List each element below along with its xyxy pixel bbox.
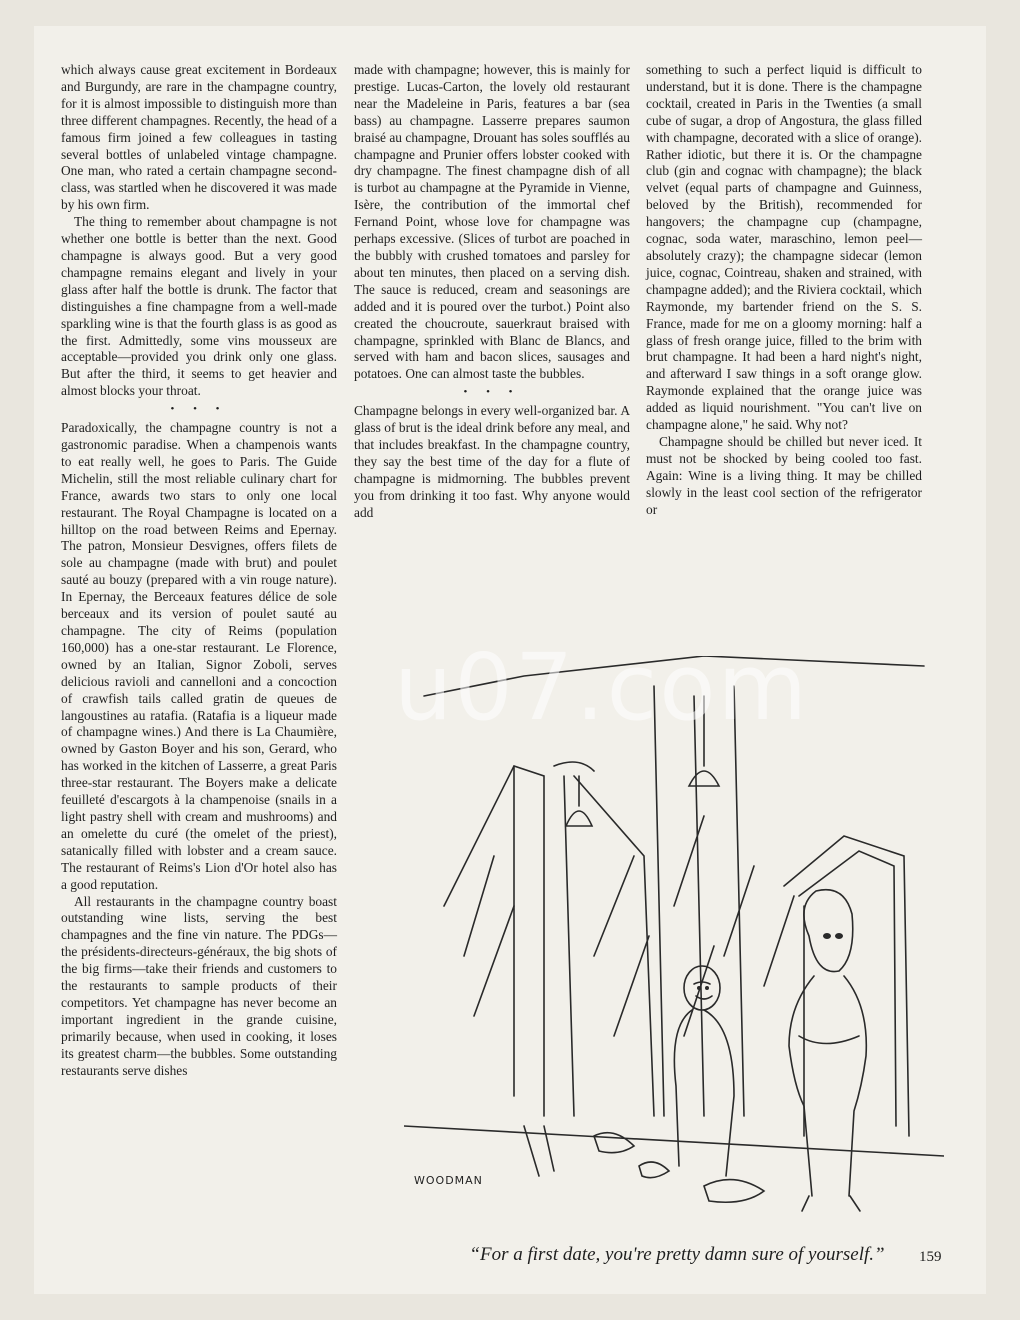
paragraph: made with champagne; however, this is mainly for prestige. Lucas-Carton, the lovely old restaurant near the Madeleine in Paris, features a bar (sea bass) au champagne. Lasserre prepares saumon braisé au champagne, Drouant has soles soufflés au champagne and Prunier offers lobster cooked with dry champagne. The finest champagne dish of all is turbot au champagne at the Pyramide in Vienne, Isère, the contribution of the immortal chef Fernand Point, whose love for champagne was perhaps excessive. (Slices of turbot are poached in the bubbly with crushed tomatoes and parsley for about ten minutes, then placed on a serving dish. The sauce is reduced, cream and seasonings are added and it is poured over the turbot.) Point also created the choucroute, sauerkraut braised with champagne, sprinkled with Blanc de Blancs, and served with ham and bacon slices, sausages and potatoes. One can almost taste the bubbles. — [354, 62, 630, 382]
watermark: u07.com — [394, 634, 810, 741]
column-2 — [354, 62, 630, 522]
paragraph: All restaurants in the champagne country boast outstanding wine lists, serving the best champagnes and the fine vin nature. The PDGs—the présidents-directeurs-généraux, the big shots of the big firms—take their friends and customers to the restaurants to sample products of their competitors. Yet champagne has never become an important ingredient in the grande cuisine, primarily because, when used in cooking, it loses its greatest charm—the bubbles. Some outstanding restaurants serve dishes — [61, 893, 337, 1078]
cartoon-caption: “For a first date, you're pretty damn sure of yourself.” — [469, 1244, 885, 1265]
paragraph: The thing to remember about champagne is not whether one bottle is better than the next. Good champagne is always good. But a very good champagne remains elegant and lively in your glass after half the bottle is drunk. The factor that distinguishes a fine champagne from a well-made sparkling wine is that the fourth glass is as good as the first. Admittedly, some vins mousseux are acceptable—provided you drink only one glass. But after the third, it seems to get heavier and almost blocks your throat. — [61, 214, 337, 399]
paragraph: Paradoxically, the champagne country is not a gastronomic paradise. When a champenois wants to eat really well, he goes to Paris. The Guide Michelin, still the most reliable culinary chart for France, awards two stars to only one local restaurant. The Royal Champagne is located on a hilltop on the road between Reims and Epernay. The patron, Monsieur Desvignes, offers filets de sole au champagne (made with brut) and poulet sauté au bouzy (prepared with a vin rouge nature). In Epernay, the Berceaux features délice de sole berceaux and its version of poulet sauté au champagne. The city of Reims (population 160,000) has a one-star restaurant. Le Florence, owned by an Italian, Signor Zoboli, serves delicious ravioli and cannelloni and a concoction of crawfish tails called gratin de queues de langoustines au ratafia. (Ratafia is a liqueur made of champagne wines.) And there is La Chaumière, owned by Gaston Boyer and his son, Gerard, who has worked in the kitchen of Lasserre, a great Paris three-star restaurant. The Boyers make a delicate feuilleté d'escargots à la champenoise (snails in a light pastry shell with cream and mushrooms) and an omelette du curé (the omelet of the priest), satanically filled with lobster and a cream sauce. The restaurant of Reims's Lion d'Or hotel also has a good reputation. — [61, 420, 337, 892]
paragraph: something to such a perfect liquid is difficult to understand, but it is done. There is the champagne cocktail, created in Paris in the Twenties (a small cube of sugar, a drop of Angostura, the glass filled with champagne, decorated with a slice of orange). Rather idiotic, but there it is. Or the champagne club (gin and cognac with champagne); the black velvet (equal parts of champagne and Guinness, beloved by the British), recommended for hangovers; the champagne cup (champagne, cognac, soda water, maraschino, lemon peel—absolutely crazy); the champagne sidecar (lemon juice, cognac, Cointreau, shaken and strained, with champagne added); and the Riviera cocktail, which Raymonde, my bartender friend on the S. S. France, made for me on a gloomy morning: half a glass of fresh orange juice, filled to the brim with brut champagne. It had been a hard night's night, and afterward I saw things in a soft orange glow. Raymonde explained that the orange juice was added as liquid nourishment. "You can't live on champagne alone," he said. Why not? — [646, 62, 922, 433]
cartoon-illustration — [404, 656, 944, 1236]
paragraph: which always cause great excitement in Bordeaux and Burgundy, are rare in the champagne country, for it is almost impossible to distinguish more than three different champagnes. Recently, the head of a famous firm joined a few colleagues in tasting several bottles of unlabeled vintage champagne. One man, who rated a certain champagne second-class, was startled when he discovered it was made by his own firm. — [61, 62, 337, 213]
paragraph: Champagne belongs in every well-organized bar. A glass of brut is the ideal drink before any meal, and that includes breakfast. In the champagne country, they say the best time of the day for a flute of champagne is midmorning. The bubbles prevent you from drinking it too fast. Why anyone would add — [354, 403, 630, 520]
page-number: 159 — [919, 1249, 942, 1265]
paragraph: Champagne should be chilled but never iced. It must not be shocked by being cooled too fast. Again: Wine is a living thing. It may be chilled slowly in the least cool section of the refrigerator or — [646, 433, 922, 517]
section-break: • • • — [170, 403, 228, 416]
section-break: • • • — [463, 386, 521, 399]
column-1 — [61, 62, 337, 1079]
artist-signature: WOODMAN — [414, 1174, 483, 1187]
column-3 — [646, 62, 922, 518]
magazine-page — [34, 26, 986, 1294]
